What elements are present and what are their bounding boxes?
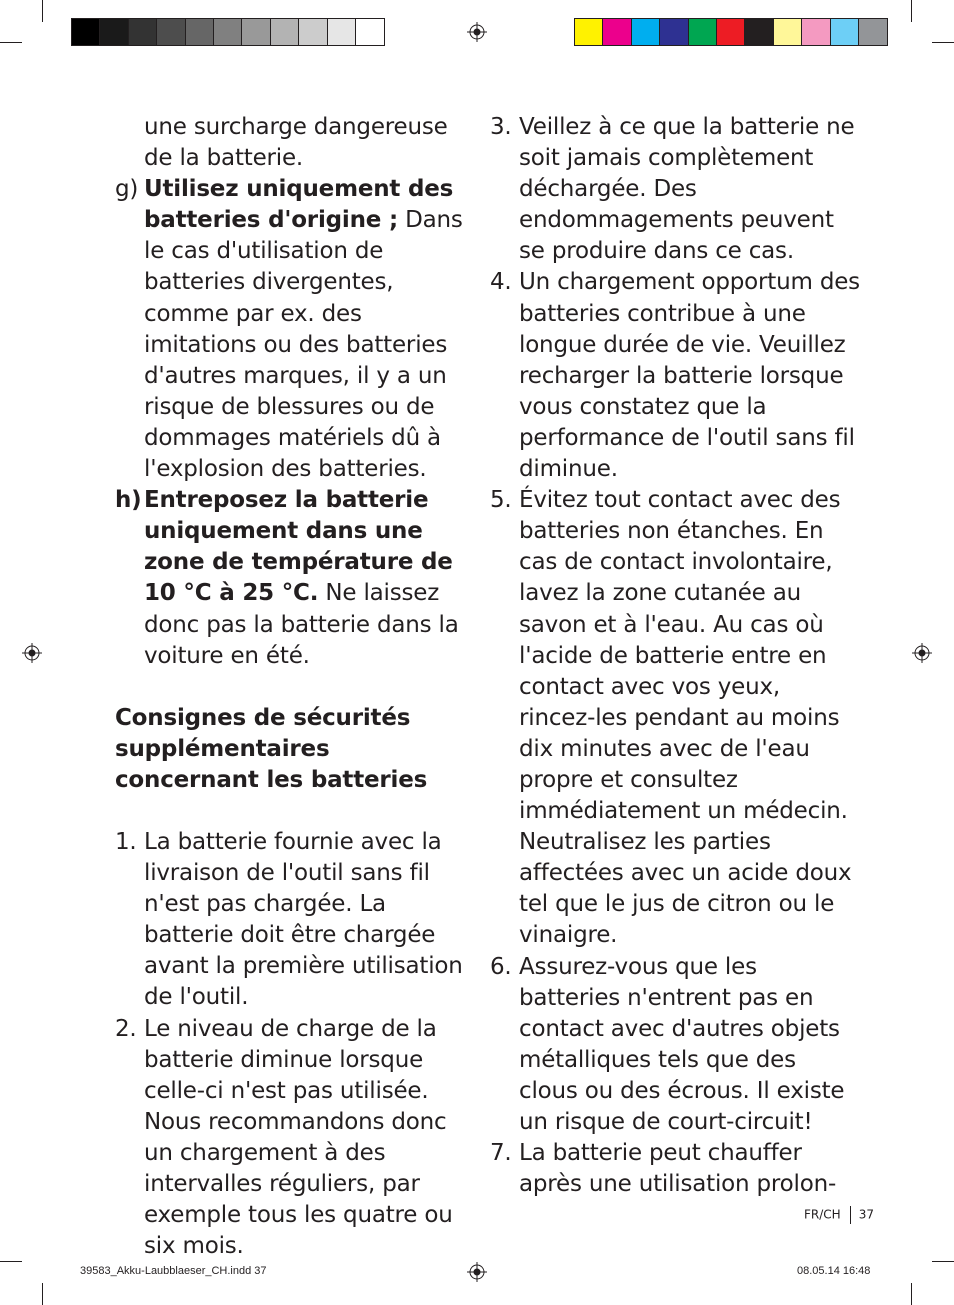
color-swatch: [689, 19, 717, 45]
crop-mark-tr-v: [911, 0, 912, 22]
color-swatch: [575, 19, 603, 45]
list-marker: h): [115, 487, 142, 514]
list-item-text: [144, 174, 475, 485]
list-marker: 3.: [490, 114, 512, 140]
gray-swatch: [157, 19, 185, 45]
crop-mark-tl-v: [42, 0, 43, 22]
emphasis-text: Utilisez uniquement des batteries d'origine ;: [144, 176, 454, 234]
crop-mark-bl-h: [0, 1261, 22, 1262]
language-code: FR/CH: [804, 1207, 841, 1222]
gray-swatch: [299, 19, 327, 45]
list-item-text: La batterie peut chauffer après une utilisation prolon-: [519, 1140, 837, 1198]
slug-timestamp: 08.05.14 16:48: [797, 1265, 871, 1277]
color-swatch: [632, 19, 660, 45]
page-footer: [804, 1206, 874, 1224]
registration-mark-icon: [912, 643, 932, 663]
grayscale-color-bar: [71, 18, 385, 46]
registration-mark-icon: [22, 643, 42, 663]
emphasis-text: Entreposez la batterie uniquement dans une zone de température de 10 °C à 25 °C.: [144, 487, 453, 607]
list-item-h: [115, 485, 475, 672]
list-marker: 4.: [490, 269, 512, 296]
gray-swatch: [186, 19, 214, 45]
right-column: [490, 112, 860, 1200]
list-item-g: [115, 174, 475, 485]
list-item: [490, 485, 860, 951]
list-marker: 1.: [115, 828, 137, 855]
list-item: [115, 1014, 475, 1263]
color-swatch: [603, 19, 631, 45]
gray-swatch: [72, 19, 100, 45]
gray-swatch: [100, 19, 128, 45]
list-item: [490, 112, 860, 267]
process-color-bar: [574, 18, 888, 46]
color-swatch: [717, 19, 745, 45]
list-marker: 6.: [490, 953, 512, 980]
list-item: [490, 267, 860, 485]
body-text: Ne laissez donc pas la batterie dans la voiture en été.: [144, 580, 459, 669]
slug-filename: 39583_Akku-Laubblaeser_CH.indd 37: [80, 1265, 267, 1277]
list-marker: 7.: [490, 1140, 512, 1167]
gray-swatch: [271, 19, 299, 45]
crop-mark-tr-h: [932, 42, 954, 43]
gray-swatch: [356, 19, 384, 45]
gray-swatch: [328, 19, 356, 45]
color-swatch: [802, 19, 830, 45]
color-swatch: [745, 19, 773, 45]
list-item-text: Évitez tout contact avec des batteries non étanches. En cas de contact involontaire, lavez la zone cutanée au savon et à l'eau. Au cas où l'acide de batterie entre en contact avec vos yeux, rincez-les pendant au moins dix minutes avec de l'eau propre et consultez immédiatement un médecin. Neutralisez les parties affectées avec un acide doux tel que le jus de citron ou le vinaigre.: [519, 487, 852, 949]
registration-mark-icon: [467, 22, 487, 42]
list-item: [490, 1138, 860, 1200]
list-item-text: Assurez-vous que les batteries n'entrent pas en contact avec d'autres objets métalliques tels que des clous ou des écrous. Il existe un risque de court-circuit!: [519, 953, 845, 1135]
list-marker: 2.: [115, 1015, 137, 1042]
list-marker: g): [115, 176, 139, 203]
section-heading: Consignes de sécurités supplémentaires concernant les batteries: [115, 704, 428, 793]
continued-paragraph: une surcharge dangereuse de la batterie.: [144, 114, 448, 172]
color-swatch: [859, 19, 887, 45]
list-item-text: [144, 485, 475, 672]
list-marker: 5.: [490, 487, 512, 514]
gray-swatch: [214, 19, 242, 45]
color-swatch: [774, 19, 802, 45]
list-item-text: Veillez à ce que la batterie ne soit jamais complètement déchargée. Des endommagements peuvent se produire dans ce cas.: [519, 114, 855, 265]
crop-mark-br-h: [932, 1261, 954, 1262]
list-item-text: La batterie fournie avec la livraison de l'outil sans fil n'est pas chargée. La batterie doit être chargée avant la première utilisation de l'outil.: [144, 828, 463, 1011]
footer-divider: [850, 1206, 851, 1224]
color-swatch: [831, 19, 859, 45]
crop-mark-br-v: [911, 1283, 912, 1305]
page-number: 37: [858, 1207, 874, 1222]
body-text: Dans le cas d'utilisation de batteries divergentes, comme par ex. des imitations ou des batteries d'autres marques, il y a un risque de blessures ou de dommages matériels dû à l'explosion des batteries.: [144, 207, 463, 483]
gray-swatch: [129, 19, 157, 45]
registration-mark-icon: [467, 1262, 487, 1282]
crop-mark-bl-v: [42, 1283, 43, 1305]
left-column: [115, 112, 475, 1262]
list-item: [115, 827, 475, 1014]
list-item: [490, 952, 860, 1139]
crop-mark-tl-h: [0, 42, 22, 43]
list-item-text: Le niveau de charge de la batterie diminue lorsque celle-ci n'est pas utilisée. Nous recommandons donc un chargement à des intervalles réguliers, par exemple tous les quatre ou six mois.: [144, 1015, 453, 1260]
list-item-text: Un chargement opportum des batteries contribue à une longue durée de vie. Veuillez recharger la batterie lorsque vous constatez que la performance de l'outil sans fil diminue.: [519, 269, 860, 483]
gray-swatch: [242, 19, 270, 45]
color-swatch: [660, 19, 688, 45]
